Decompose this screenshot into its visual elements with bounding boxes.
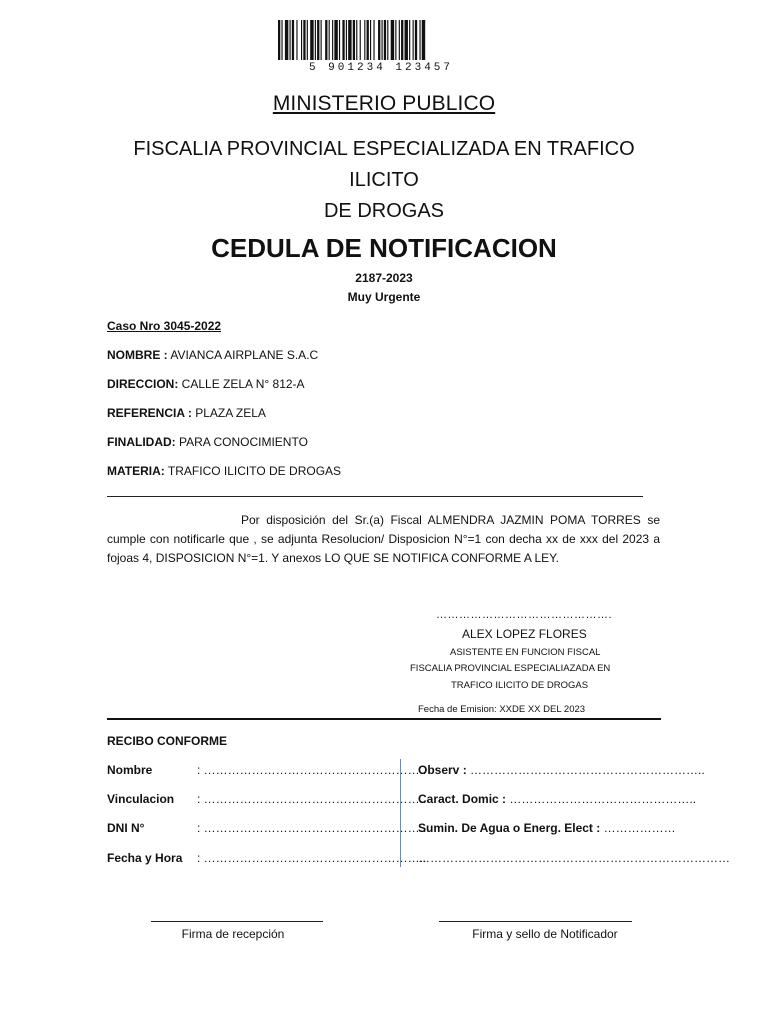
barcode-bar [391, 20, 394, 60]
fiscalia-line-2: DE DROGAS [323, 200, 445, 222]
barcode-bar [384, 20, 386, 60]
column-divider [400, 759, 401, 867]
fiscalia-line-1: FISCALIA PROVINCIAL ESPECIALIZADA EN TRAFICO ILICITO [133, 138, 635, 191]
recibo-label-observ: Observ : [418, 763, 467, 777]
barcode-bar [415, 20, 417, 60]
recibo-label-nombre: Nombre [107, 763, 153, 777]
field-nombre [107, 348, 318, 362]
recibo-extra-line [418, 851, 730, 865]
document-number: 2187-2023 [355, 271, 413, 285]
barcode-bar [310, 20, 313, 60]
barcode-bar [334, 20, 337, 60]
notificador-signature-line [439, 921, 632, 922]
recibo-value-nombre: : ……………………………………………….. [197, 763, 427, 777]
recibo-label-caract-domic: Caract. Domic : [418, 792, 507, 806]
barcode [272, 18, 490, 72]
barcode-bar [342, 20, 344, 60]
recibo-label-dni: DNI N° [107, 821, 145, 835]
barcode-bar [367, 20, 369, 60]
field-value: AVIANCA AIRPLANE S.A.C [167, 348, 319, 362]
recibo-value-caract-domic: ……………………………………….. [506, 792, 697, 806]
recibo-observ [418, 763, 705, 777]
barcode-bar [382, 20, 383, 60]
barcode-bar [399, 20, 400, 60]
barcode-bar [353, 20, 355, 60]
field-materia [107, 464, 341, 478]
barcode-bar [301, 20, 302, 60]
barcode-bar [348, 20, 351, 60]
barcode-bar [290, 20, 291, 60]
barcode-bar [321, 20, 322, 60]
field-label: NOMBRE : [107, 348, 168, 362]
barcode-bar [378, 20, 380, 60]
barcode-bar [307, 20, 308, 60]
barcode-bar [373, 20, 374, 60]
recibo-value-dni: : ……………………………………………….. [197, 821, 427, 835]
fiscalia-heading [104, 134, 664, 227]
field-label: FINALIDAD: [107, 435, 176, 449]
field-value: CALLE ZELA N° 812-A [178, 377, 305, 391]
recibo-value-extra: …………………………………………………………………… [418, 851, 730, 865]
barcode-bar [401, 20, 403, 60]
barcode-graphic [272, 18, 490, 72]
field-label: DIRECCION: [107, 377, 179, 391]
document-title: CEDULA DE NOTIFICACION [211, 233, 557, 263]
ministerio-heading: MINISTERIO PUBLICO [272, 92, 496, 115]
recepcion-signature-line [151, 921, 323, 922]
field-value: TRAFICO ILICITO DE DROGAS [164, 464, 342, 478]
separator-thick-line [107, 718, 661, 720]
barcode-bar [285, 20, 288, 60]
barcode-bar [364, 20, 365, 60]
barcode-bar [413, 20, 414, 60]
field-label: REFERENCIA : [107, 406, 192, 420]
barcode-bar [317, 20, 319, 60]
barcode-bar [278, 20, 280, 60]
barcode-bar [422, 20, 425, 60]
barcode-bar [329, 20, 330, 60]
signer-name: ALEX LOPEZ FLORES [462, 627, 587, 641]
barcode-bar [281, 20, 282, 60]
signature-dots: ………………………………………. [436, 609, 613, 621]
barcode-bar [405, 20, 408, 60]
separator-line [107, 496, 643, 497]
recibo-value-fecha-hora: : ……………………………………………….. [197, 851, 427, 865]
notification-paragraph [107, 511, 660, 568]
field-finalidad [107, 435, 308, 449]
emission-date: Fecha de Emision: XXDE XX DEL 2023 [418, 704, 586, 715]
barcode-bar [356, 20, 357, 60]
recibo-title: RECIBO CONFORME [107, 734, 227, 748]
signer-office-line-2: TRAFICO ILICITO DE DROGAS [451, 680, 589, 691]
field-label: MATERIA: [107, 464, 165, 478]
recibo-label-vinculacion: Vinculacion [107, 792, 175, 806]
barcode-bar [419, 20, 420, 60]
signer-office-line-1: FISCALIA PROVINCIAL ESPECIALIAZADA EN [410, 663, 611, 674]
field-direccion [107, 377, 305, 391]
notificador-signature-label: Firma y sello de Notificador [472, 927, 618, 941]
barcode-bar [315, 20, 316, 60]
barcode-bar [339, 20, 340, 60]
field-value: PARA CONOCIMIENTO [175, 435, 308, 449]
barcode-bar [325, 20, 327, 60]
case-number: Caso Nro 3045-2022 [107, 319, 222, 333]
field-value: PLAZA ZELA [191, 406, 266, 420]
recibo-value-observ: ………………………………………………….. [466, 763, 705, 777]
recibo-value-vinculacion: : ……………………………………………….. [197, 792, 427, 806]
recibo-label-suministro: Sumin. De Agua o Energ. Elect : [418, 821, 601, 835]
barcode-bar [395, 20, 396, 60]
paragraph-text: Por disposición del Sr.(a) Fiscal ALMENDRA JAZMIN POMA TORRES se cumple con notificarle que , se adjunta Resolucion/ Disposicion N°=1 con decha xx de xxx del 2023 a fojoas 4, DISPOSICION N°=1. Y anexos LO QUE SE NOTIFICA CONFORME A LEY. [107, 513, 660, 565]
barcode-bar [409, 20, 410, 60]
barcode-bar [346, 20, 347, 60]
priority-label: Muy Urgente [347, 290, 421, 304]
barcode-bar [370, 20, 371, 60]
recibo-caract-domic [418, 792, 696, 806]
field-referencia [107, 406, 266, 420]
barcode-bar [360, 20, 361, 60]
recepcion-signature-label: Firma de recepción [181, 927, 285, 941]
barcode-digits: 5 901234 123457 [308, 62, 454, 72]
barcode-bar [292, 20, 294, 60]
recibo-suministro [418, 821, 676, 835]
barcode-bar [303, 20, 305, 60]
barcode-bar [296, 20, 297, 60]
recibo-label-fecha-hora: Fecha y Hora [107, 851, 183, 865]
barcode-bar [387, 20, 388, 60]
barcode-bar [332, 20, 333, 60]
signer-role: ASISTENTE EN FUNCION FISCAL [450, 647, 601, 658]
recibo-value-suministro: ……………… [600, 821, 676, 835]
